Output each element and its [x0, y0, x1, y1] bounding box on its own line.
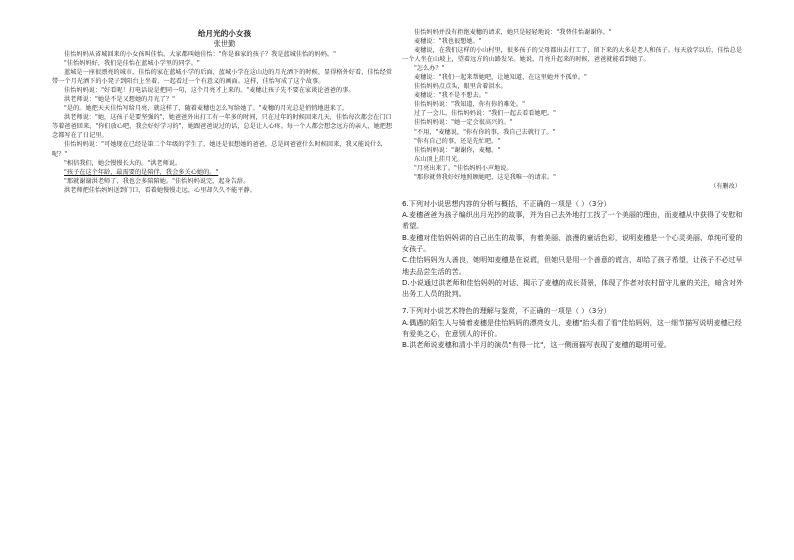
story-paragraph: "佳怡妈妈好，我们是佳怡在蓝城小学里的同学。" [64, 60, 200, 68]
story-paragraph: 麦穗说："我也很想她。" [414, 38, 482, 46]
story-paragraph: 过了一会儿，佳怡妈妈说："我们一起去看看她吧。" [414, 110, 556, 118]
option-d: D.小说通过洪老师和佳怡妈妈的对话，揭示了麦穗的成长背景，体现了作者对农村留守儿童的关注，暗含对外出务工人员的批判。 [402, 277, 744, 299]
story-paragraph: "相信我们，她会慢慢长大的。"洪老师说。 [64, 159, 182, 167]
story-paragraph: 佳怡妈妈说："谢谢你，麦穗。" [414, 146, 501, 154]
story-paragraph: 麦穗说："我们一起来帮她吧，让她知道，在这里她并不孤单。" [414, 74, 587, 82]
story-title: 给月光的小女孩 [197, 29, 252, 38]
question-stem: 6.下列对小说思想内容的分析与概括，不正确的一项是（ ）（3分） [402, 198, 611, 208]
story-paragraph: "那就谢谢洪老师了，我也会多陪陪她。"佳怡妈妈说完，起身告辞。 [64, 177, 250, 185]
story-paragraph: "月亮出来了。"佳怡妈妈小声地说。 [414, 164, 513, 172]
right-column [402, 28, 747, 351]
story-paragraph: 佳怡妈妈并没有拒绝麦穗的请求，她只是轻轻地说："我替佳怡谢谢你。" [414, 29, 612, 36]
story-paragraph: 洪老师说："她，这孩子是要坚强的"，她爸爸外出打工有一年多的时间，只在过年的时候回来几天，佳怡每次都会在门口等着爸爸回来，"你们放心吧，我会好好学习的"，她跟爸爸说过的话，总是让人心疼。每一个人都会想念远方的亲人，她把想念都写在了日记里。 [52, 114, 393, 140]
story-paragraph: 佳怡妈妈点点头，眼里含着泪水。 [414, 83, 507, 91]
option-c: C.佳怡妈妈为人善良，她明知麦穗是在说谎，但她只是用一个善意的谎言，却给了孩子希望，让孩子不必过早地去品尝生活的苦。 [402, 255, 743, 276]
story-paragraph: 佳怡妈妈从省城回来的小女孩叫佳怡。大家都叫她佳怡："你是谁家的孩子？我是蓝城佳怡的妈妈。" [64, 51, 336, 58]
option-b: B.麦穗对佳怡妈妈讲的自己出生的故事，有着美丽、浪漫的童话色彩，说明麦穗是一个心灵美丽、单纯可爱的女孩子。 [402, 232, 743, 253]
story-paragraph: 佳怡妈妈说："好看呢！打电话说是把同一句，这个月亮才上来的。"麦穗让孩子先不要在家谈论爸爸的事。 [64, 87, 355, 95]
option-a: A.偶遇的陌生人与骑着麦穗是佳怡妈妈的漂亮女儿，麦穗"抬头看了看"佳怡妈妈，这一细节描写说明麦穗已经有爱美之心，在意别人的评价。 [402, 317, 742, 339]
story-paragraph: 佳怡妈妈说："我知道，你有你的难处。" [414, 101, 525, 109]
story-paragraph: "你有自己的事，还是先忙吧。" [414, 137, 501, 145]
story-paragraph: 蓝城是一座很漂亮的城市，佳怡的家在蓝城小学的后面，蓝城小学在这山边的月光洒下的时候，显得格外好看，佳怡经常带一个月光洒下的小凳子到阳台上坐着，一起看过一个有意义的画面。这样，佳怡写成了这个故事。 [52, 69, 393, 86]
story-paragraph: 麦穗说："我不是不想去。" [414, 92, 488, 100]
story-paragraph: "不用，"麦穗说，"你有你的事，我自己去就行了。" [414, 128, 556, 136]
story-paragraph: 洪老师说："她是不是又想她的月光了？" [64, 96, 175, 104]
question-7 [402, 305, 747, 350]
left-column [52, 28, 397, 195]
question-6 [402, 198, 747, 300]
option-b: B.洪老师说麦穗和清小半月的演员"有得一比"，这一侧面描写表现了麦穗的聪明可爱。 [402, 340, 672, 350]
story-paragraph: 东山顶上挂月光。 [414, 155, 464, 163]
story-paragraph: "是的。她把天天佳怡写给月亮，就这样了，随着麦穗也怎么写给她了。"麦穗的月光总是悄悄地进来了。 [64, 105, 349, 113]
story-paragraph: 佳怡妈妈说："她一定会很高兴的。" [414, 119, 513, 127]
story-paragraph-underlined: "孩子在这个年龄，最需要的是陪伴，我会多关心她的。" [64, 168, 219, 176]
story-paragraph: "怎么办？" [414, 65, 445, 73]
story-author: 张世勤 [213, 39, 236, 48]
source-note: （有删改） [710, 182, 741, 190]
option-a: A.麦穗爸爸为孩子编织出月光抄的故事，并为自己去外地打工找了一个美丽的理由，而麦穗从中获得了安慰和希望。 [402, 210, 743, 231]
story-paragraph: "那你就替我好好地照顾她吧，这是我唯一的请求。" [414, 173, 556, 181]
story-paragraph: 佳怡妈妈说："可她现在已经是第二个年级的学生了，她还是很想她的爸爸，总是问爸爸什么时候回来，我又能说什么呢？" [52, 141, 383, 158]
story-paragraph: 洪老师把佳怡妈妈送到门口，看着她慢慢走远，心里却久久不能平静。 [64, 186, 256, 194]
question-stem: 7.下列对小说艺术特色的理解与鉴赏，不正确的一项是（ ）（3分） [402, 306, 611, 316]
story-paragraph: 麦穗说，在我们这样的小山村里，很多孩子的父母都出去打工了，留下来的大多是老人和孩子。每天放学以后，佳怡总是一个人坐在山坡上，望着远方的山路发呆。她说，月亮升起来的时候，爸爸就能看到她了。 [402, 47, 743, 64]
